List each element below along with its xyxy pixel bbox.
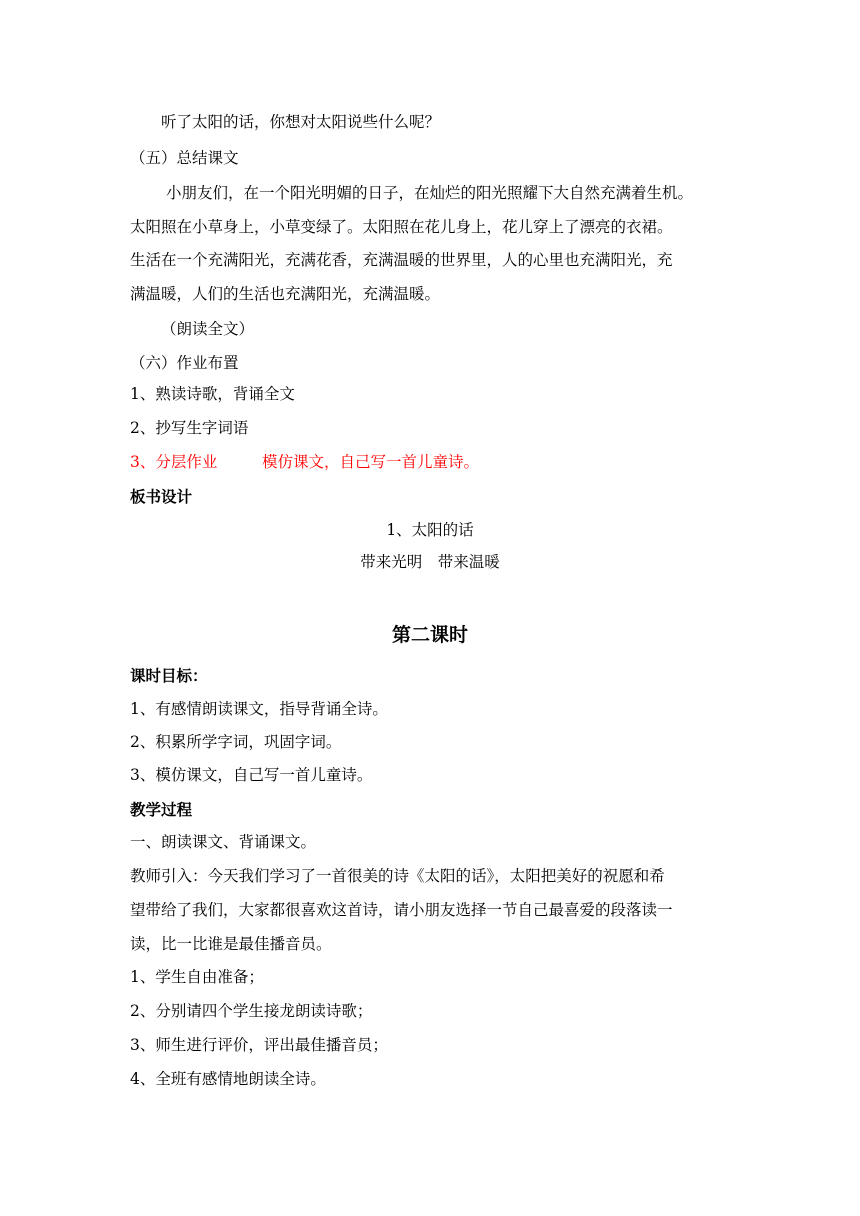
goal-item-2: 2、积累所学字词，巩固字词。 (130, 733, 342, 751)
summary-line-3: 生活在一个充满阳光，充满花香，充满温暖的世界里，人的心里也充满阳光，充 (130, 251, 673, 269)
sub-step-1: 1、学生自由准备； (130, 968, 264, 986)
sub-step-3: 3、师生进行评价，评出最佳播音员； (130, 1036, 388, 1054)
intro-line-1: 教师引入：今天我们学习了一首很美的诗《太阳的话》，太阳把美好的祝愿和希 (130, 867, 665, 885)
intro-line-3: 读，比一比谁是最佳播音员。 (130, 935, 332, 953)
lesson-two-title: 第二课时 (391, 624, 468, 646)
section-five-heading: （五）总结课文 (130, 149, 239, 167)
board-line: 带来光明 带来温暖 (360, 553, 500, 571)
process-heading: 教学过程 (130, 801, 193, 819)
board-design-heading: 板书设计 (130, 488, 193, 506)
summary-line-4: 满温暖，人们的生活也充满阳光，充满温暖。 (130, 285, 441, 303)
read-all-note: （朗读全文） (161, 320, 255, 338)
goal-item-1: 1、有感情朗读课文，指导背诵全诗。 (130, 700, 388, 718)
homework-item-1: 1、熟读诗歌，背诵全文 (130, 385, 295, 403)
board-title: 1、太阳的话 (386, 521, 474, 539)
summary-line-1: 小朋友们，在一个阳光明媚的日子，在灿烂的阳光照耀下大自然充满着生机。 (166, 184, 694, 202)
sub-step-2: 2、分别请四个学生接龙朗读诗歌； (130, 1002, 373, 1020)
summary-line-2: 太阳照在小草身上，小草变绿了。太阳照在花儿身上，花儿穿上了漂亮的衣裙。 (130, 218, 673, 236)
section-six-heading: （六）作业布置 (130, 354, 239, 372)
step-one: 一、朗读课文、背诵课文。 (130, 833, 317, 851)
goals-heading: 课时目标： (130, 667, 208, 685)
homework-item-2: 2、抄写生字词语 (130, 419, 249, 437)
question-line: 听了太阳的话，你想对太阳说些什么呢？ (161, 113, 441, 131)
homework-item-3-text: 模仿课文，自己写一首儿童诗。 (262, 453, 480, 471)
intro-line-2: 望带给了我们，大家都很喜欢这首诗，请小朋友选择一节自己最喜爱的段落读一 (130, 901, 673, 919)
homework-item-3-label: 3、分层作业 (130, 453, 218, 471)
goal-item-3: 3、模仿课文，自己写一首儿童诗。 (130, 766, 373, 784)
sub-step-4: 4、全班有感情地朗读全诗。 (130, 1070, 326, 1088)
